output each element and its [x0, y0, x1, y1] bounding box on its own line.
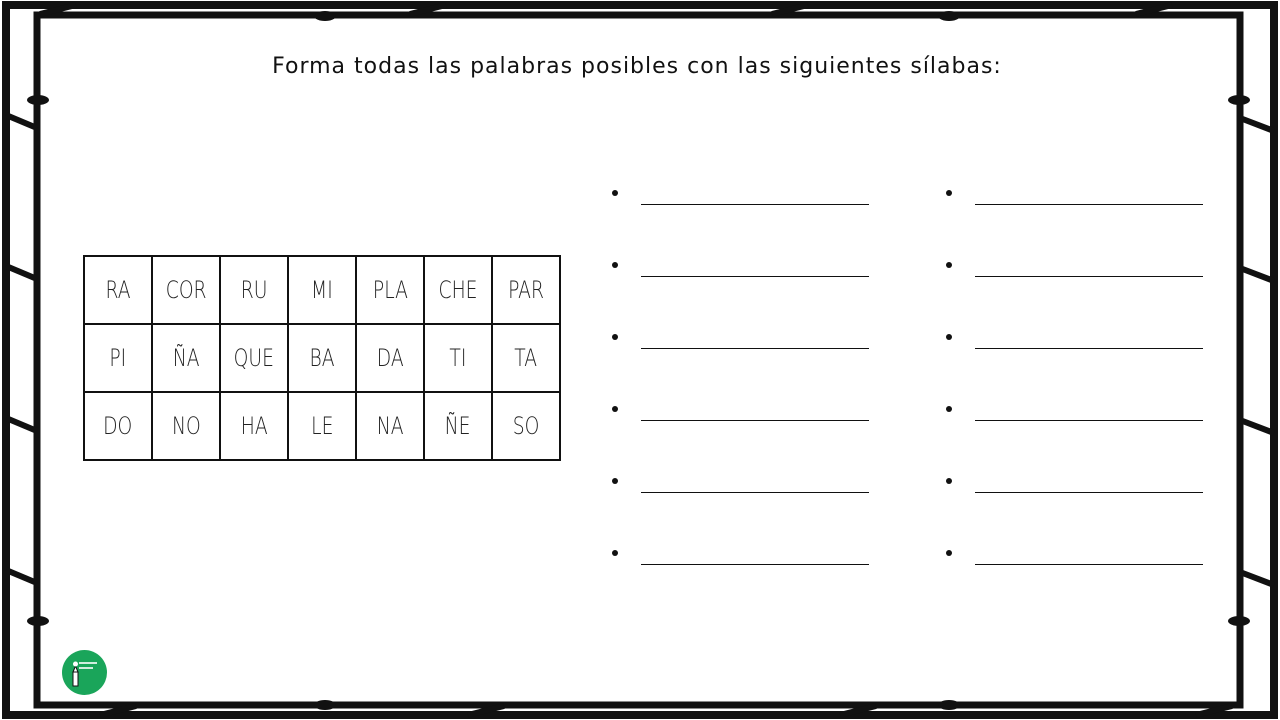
- syllable-cell: [288, 256, 356, 324]
- answer-column-left: [608, 180, 878, 612]
- syllable-text: CHE: [438, 276, 478, 304]
- syllable-text: TA: [514, 344, 538, 372]
- answer-line-row: [942, 468, 1212, 540]
- answer-blank-line[interactable]: [975, 564, 1203, 565]
- answer-line-row: [942, 324, 1212, 396]
- syllable-text: ÑE: [445, 412, 471, 440]
- syllable-cell: [220, 256, 288, 324]
- pencil-logo-icon: [62, 650, 107, 695]
- syllable-cell: [220, 392, 288, 460]
- syllable-cell: [356, 256, 424, 324]
- syllable-text: NO: [171, 412, 201, 440]
- syllable-cell: [288, 392, 356, 460]
- answer-line-row: [608, 324, 878, 396]
- bullet-icon: [946, 406, 952, 412]
- syllable-grid: [83, 255, 561, 461]
- bullet-icon: [612, 478, 618, 484]
- syllable-text: QUE: [233, 344, 275, 372]
- bullet-icon: [612, 262, 618, 268]
- syllable-cell: [152, 256, 220, 324]
- bullet-icon: [612, 334, 618, 340]
- answer-blank-line[interactable]: [975, 204, 1203, 205]
- answer-line-row: [608, 180, 878, 252]
- syllable-text: PLA: [372, 276, 408, 304]
- answer-blank-line[interactable]: [641, 492, 869, 493]
- answer-column-right: [942, 180, 1212, 612]
- syllable-cell: [492, 324, 560, 392]
- syllable-cell: [424, 324, 492, 392]
- answer-blank-line[interactable]: [975, 348, 1203, 349]
- syllable-text: RU: [240, 276, 268, 304]
- answer-blank-line[interactable]: [641, 420, 869, 421]
- answer-blank-line[interactable]: [641, 204, 869, 205]
- bullet-icon: [946, 478, 952, 484]
- answer-line-row: [608, 540, 878, 612]
- syllable-text: BA: [309, 344, 335, 372]
- syllable-cell: [492, 392, 560, 460]
- syllable-cell: [220, 324, 288, 392]
- syllable-text: LE: [310, 412, 334, 440]
- syllable-cell: [356, 392, 424, 460]
- syllable-cell: [424, 392, 492, 460]
- syllable-text: DO: [103, 412, 133, 440]
- syllable-text: NA: [376, 412, 404, 440]
- answer-line-row: [942, 396, 1212, 468]
- syllable-cell: [152, 392, 220, 460]
- syllable-row: [84, 256, 560, 324]
- answer-blank-line[interactable]: [975, 420, 1203, 421]
- answer-blank-line[interactable]: [641, 276, 869, 277]
- syllable-cell: [356, 324, 424, 392]
- bullet-icon: [946, 190, 952, 196]
- syllable-text: HA: [240, 412, 268, 440]
- bullet-icon: [946, 550, 952, 556]
- answer-line-row: [608, 468, 878, 540]
- answer-line-row: [942, 540, 1212, 612]
- syllable-cell: [492, 256, 560, 324]
- syllable-text: ÑA: [172, 344, 200, 372]
- syllable-text: PI: [109, 344, 127, 372]
- syllable-text: DA: [376, 344, 404, 372]
- page-title: Forma todas las palabras posibles con las siguientes sílabas:: [272, 54, 1002, 79]
- syllable-text: MI: [311, 276, 333, 304]
- answer-blank-line[interactable]: [975, 492, 1203, 493]
- syllable-row: [84, 392, 560, 460]
- bullet-icon: [946, 262, 952, 268]
- syllable-text: COR: [165, 276, 207, 304]
- syllable-cell: [424, 256, 492, 324]
- answer-line-row: [942, 180, 1212, 252]
- syllable-row: [84, 324, 560, 392]
- answer-blank-line[interactable]: [641, 564, 869, 565]
- answer-blank-line[interactable]: [975, 276, 1203, 277]
- syllable-cell: [84, 392, 152, 460]
- answer-line-row: [608, 252, 878, 324]
- syllable-text: TI: [449, 344, 467, 372]
- syllable-cell: [152, 324, 220, 392]
- syllable-cell: [84, 256, 152, 324]
- syllable-text: RA: [105, 276, 131, 304]
- bullet-icon: [946, 334, 952, 340]
- syllable-text: PAR: [508, 276, 544, 304]
- bullet-icon: [612, 406, 618, 412]
- answer-blank-line[interactable]: [641, 348, 869, 349]
- syllable-text: SO: [512, 412, 540, 440]
- syllable-cell: [84, 324, 152, 392]
- bullet-icon: [612, 550, 618, 556]
- answer-line-row: [942, 252, 1212, 324]
- syllable-cell: [288, 324, 356, 392]
- answer-line-row: [608, 396, 878, 468]
- bullet-icon: [612, 190, 618, 196]
